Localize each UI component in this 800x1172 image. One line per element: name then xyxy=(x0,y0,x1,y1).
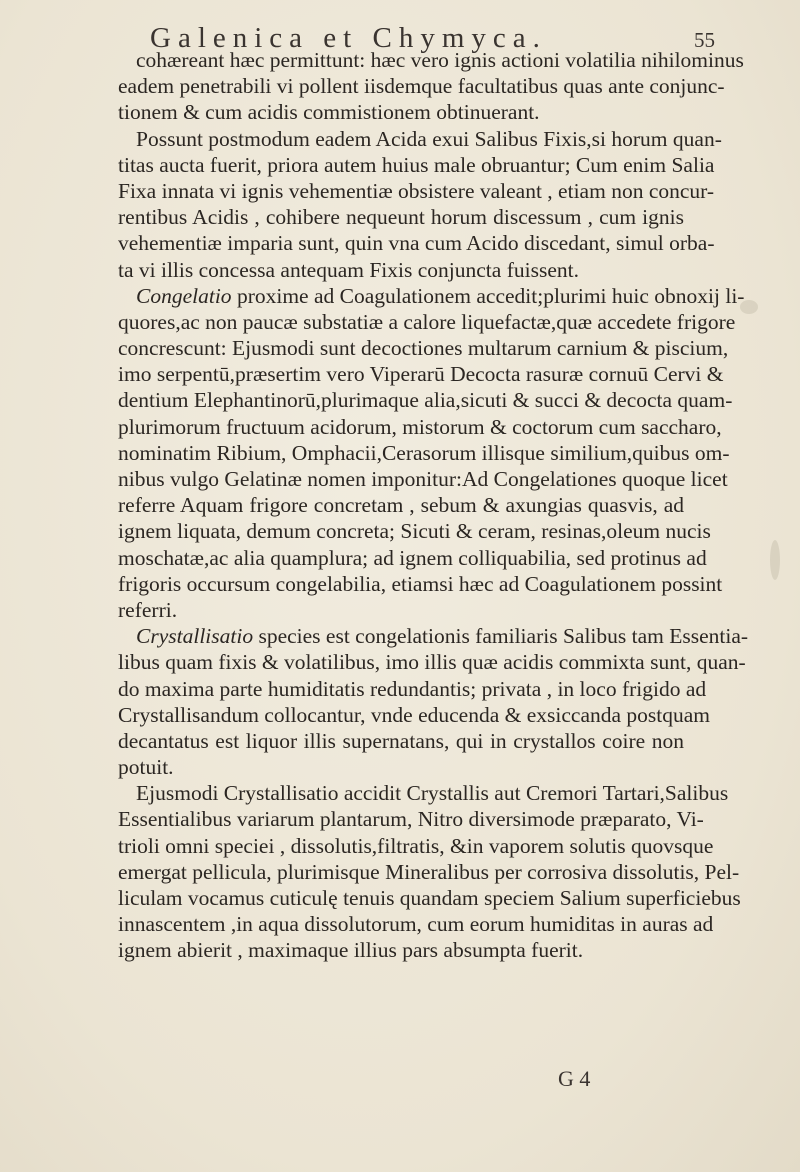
text-line: referri. xyxy=(118,597,178,622)
text-line: Fixa innata vi ignis vehementiæ obsistere valeant , etiam non concur- xyxy=(118,178,715,203)
text-line: imo serpentū,præsertim vero Viperarū Decocta rasuræ cornuū Cervi & xyxy=(118,362,724,387)
text-line: moschatæ,ac alia quamplura; ad ignem colliquabilia, sed protinus ad xyxy=(118,545,707,570)
text-line: ta vi illis concessa antequam Fixis conjuncta fuissent. xyxy=(118,257,579,282)
running-title: Galenica et Chymyca. xyxy=(150,22,547,54)
text-line-rest: species est congelationis familiaris Salibus tam Essentia- xyxy=(253,624,749,649)
text-line: ignem liquata, demum concreta; Sicuti & ceram, resinas,oleum nucis xyxy=(118,519,711,544)
text-line xyxy=(118,283,745,309)
text-line: Essentialibus variarum plantarum, Nitro diversimode præparato, Vi- xyxy=(118,807,704,832)
text-line: dentium Elephantinorū,plurimaque alia,sicuti & succi & decocta quam- xyxy=(118,388,733,413)
text-line: liculam vocamus cuticulę tenuis quandam speciem Salium superficiebus xyxy=(118,886,741,910)
text-line: trioli omni speciei , dissolutis,filtratis, &in vaporem solutis quovsque xyxy=(118,833,714,858)
text-line: potuit. xyxy=(118,755,174,780)
text-line: innascentem ,in aqua dissolutorum, cum eorum humiditas in auras ad xyxy=(118,912,714,937)
paragraph xyxy=(118,126,722,283)
text-line: vehementiæ imparia sunt, quin vna cum Acido discedant, simul orba- xyxy=(118,231,715,256)
section-lead-word: Crystallisatio xyxy=(136,624,254,649)
text-line: frigoris occursum congelabilia, etiamsi hæc ad Coagulationem possint xyxy=(118,571,723,596)
paragraph xyxy=(118,283,745,623)
signature-mark: G 4 xyxy=(558,1066,591,1091)
text-line: rentibus Acidis , cohibere nequeunt horum discessum , cum ignis xyxy=(118,205,684,230)
text-line: cohæreant hæc permittunt: hæc vero ignis actioni volatilia nihilominus xyxy=(136,48,744,72)
text-line: do maxima parte humiditatis redundantis; privata , in loco frigido ad xyxy=(118,676,707,701)
body-text xyxy=(118,47,749,964)
text-line-rest: proxime ad Coagulationem accedit;plurimi huic obnoxij li- xyxy=(231,283,745,308)
text-line: decantatus est liquor illis supernatans, qui in crystallos coire non xyxy=(118,728,684,753)
paragraph xyxy=(118,47,744,126)
text-line: Ejusmodi Crystallisatio accidit Crystallis aut Cremori Tartari,Salibus xyxy=(136,781,729,806)
text-line: tionem & cum acidis commistionem obtinuerant. xyxy=(118,100,540,125)
text-line: titas aucta fuerit, priora autem huius male obruantur; Cum enim Salia xyxy=(118,152,715,177)
paper-stain xyxy=(770,540,780,580)
text-line: plurimorum fructuum acidorum, mistorum & coctorum cum saccharo, xyxy=(118,414,722,439)
text-line xyxy=(118,623,749,649)
paragraph xyxy=(118,623,749,780)
text-line: emergat pellicula, plurimisque Mineralibus per corrosiva dissolutis, Pel- xyxy=(118,859,740,884)
text-line: Crystallisandum collocantur, vnde educenda & exsiccanda postquam xyxy=(118,702,711,727)
text-line: nominatim Ribium, Omphacii,Cerasorum illisque similium,quibus om- xyxy=(118,440,730,465)
paragraph xyxy=(118,780,741,963)
text-line: eadem penetrabili vi pollent iisdemque facultatibus quas ante conjunc- xyxy=(118,74,725,99)
text-line: concrescunt: Ejusmodi sunt decoctiones multarum carnium & piscium, xyxy=(118,336,729,361)
text-line: libus quam fixis & volatilibus, imo illis quæ acidis commixta sunt, quan- xyxy=(118,650,746,675)
page-number: 55 xyxy=(694,28,715,52)
text-line: nibus vulgo Gelatinæ nomen imponitur:Ad Congelationes quoque licet xyxy=(118,467,728,491)
section-lead-word: Congelatio xyxy=(136,283,232,308)
text-line: referre Aquam frigore concretam , sebum & axungias quasvis, ad xyxy=(118,493,684,518)
text-line: Possunt postmodum eadem Acida exui Salibus Fixis,si horum quan- xyxy=(136,126,722,151)
text-line: ignem abierit , maximaque illius pars absumpta fuerit. xyxy=(118,938,584,963)
text-line: quores,ac non paucæ substatiæ a calore liquefactæ,quæ accedete frigore xyxy=(118,309,736,334)
